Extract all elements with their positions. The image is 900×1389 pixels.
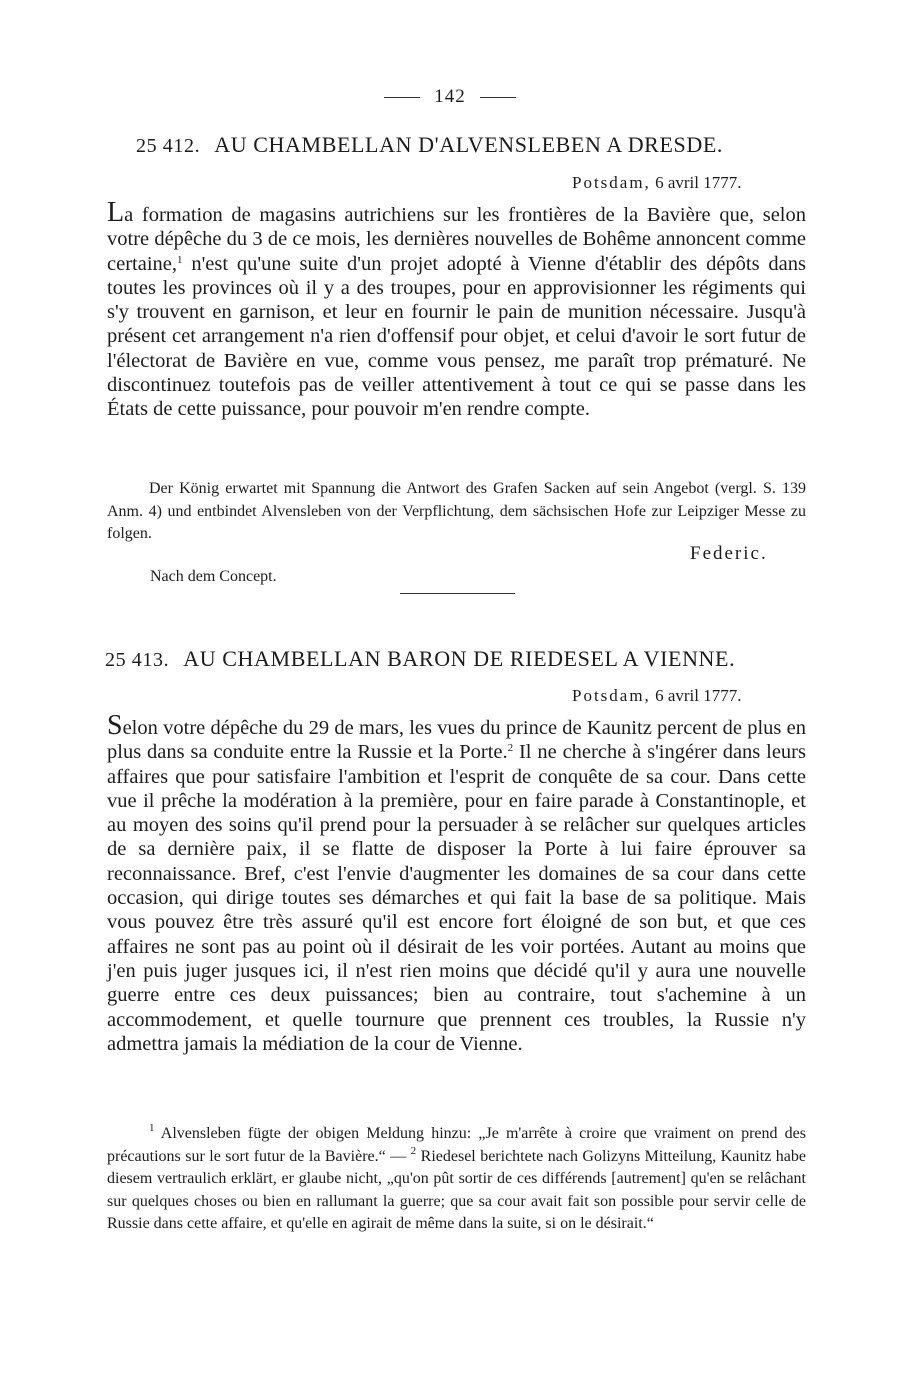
dateline-date-2: 6 avril 1777. [655,686,742,705]
footnote-ref-2: 2 [507,742,514,755]
section-divider [400,593,515,594]
footnotes [107,1123,806,1236]
letter-heading [136,132,723,158]
footnote-mark-2: 2 [410,1144,417,1157]
body-text-2: elon votre dépêche du 29 de mars, les vues du prince de Kaunitz percent de plus en plus dans sa conduite entre la Russie et la Porte. [107,717,806,764]
letter-body [107,197,806,422]
signature: Federic. [690,543,768,564]
body-text-cont: n'est qu'une suite d'un projet adopté à Vienne d'établir des dépôts dans toutes les provinces où il y a des troupes, pour en approvisionner les régiments qui s'y trouvent en garnison, et leur en fournir le pain de munition nécessaire. Jusqu'à présent cet arrangement n'a rien d'offensif pour objet, et celui d'avoir le sort futur de l'électorat de Bavière en vue, comme vous pensez, me paraît trop prématuré. Ne discontinuez toutefois pas de veiller attentivement à tout ce qui se passe dans les États de cette puissance, pour pouvoir m'en rendre compte. [107,252,806,421]
dateline-date: 6 avril 1777. [655,173,742,192]
letter-dateline [572,173,741,193]
source-note: Nach dem Concept. [150,568,277,585]
page-number-dash-left [384,97,420,98]
letter-dateline-2 [572,686,741,706]
drop-initial-2: S [107,710,123,741]
page-number-dash-right [480,97,516,98]
editorial-note-text: Der König erwartet mit Spannung die Antwort des Grafen Sacken auf sein Angebot (vergl. S. 139 Anm. 4) und entbindet Alvensleben von der Verpflichtung, dem sächsischen Hofe zur Leipziger Messe zu folgen. [107,480,806,543]
letter-number-2: 25 413. [105,649,170,671]
editorial-note [107,478,806,546]
letter-title-2: AU CHAMBELLAN BARON DE RIEDESEL A VIENNE. [183,646,736,671]
footnote-ref: 1 [177,253,183,266]
page-number-text: 142 [434,86,466,107]
dateline-place-2: Potsdam, [572,686,651,705]
letter-heading-2 [105,646,735,672]
letter-body-2 [107,710,806,1056]
dateline-place: Potsdam, [572,173,651,192]
letter-number: 25 412. [136,135,201,157]
footnotes-block [107,1123,806,1236]
body-text: a formation de magasins autrichiens sur les frontières de la Bavière que, selon votre dépêche du 3 de ce mois, les dernières nouvelles de Bohême annoncent comme certaine, [107,204,806,275]
footnote-1-text: Alvensleben fügte der obigen Meldung hinzu: „Je m'arrête à croire que vraiment on prend des précautions sur le sort futur de la Bavière.“ — [107,1125,806,1165]
page-number [0,86,900,108]
letter-title: AU CHAMBELLAN D'ALVENSLEBEN A DRESDE. [214,132,723,157]
drop-initial: L [107,197,125,228]
footnote-mark-1: 1 [149,1122,155,1134]
body-text-2-cont: Il ne cherche à s'ingérer dans leurs affaires que pour satisfaire l'ambition et l'esprit de conquête de sa cour. Dans cette vue il prêche la modération à la première, pour en faire parade à Constantinople, et au moyen des soins qu'il prend pour la persuader à se relâcher sur quelques articles de sa dernière paix, il se flatte de disposer la Porte à lui faire éprouver sa reconnaissance. Bref, c'est l'envie d'augmenter les domaines de sa cour dans cette occasion, qui dirige toutes ses démarches et qui fait la base de sa politique. Mais vous pouvez être très assuré qu'il est encore fort éloigné de son but, et que ces affaires ne sont pas au point où il désirait de les voir portées. Autant au moins que j'en puis juger jusques ici, il n'est rien moins que décidé qu'il y aura une nouvelle guerre entre ces deux puissances; bien au contraire, tout s'achemine à un accommodement, et quelle tournure que prennent ces troubles, la Russie n'y admettra jamais la médiation de la cour de Vienne. [107,741,806,1055]
footnote-2-text: Riedesel berichtete nach Golizyns Mitteilung, Kaunitz habe diesem vertraulich erklärt, er glaube nicht, „qu'on pût sortir de ces différends [autrement] qu'en se relâchant sur quelques choses ou bien en rallumant la guerre; que sa cour avait fait son possible pour servir celle de Russie dans cette affaire, et qu'elle en agirait de même dans la suite, si on le désirait.“ [107,1147,806,1233]
